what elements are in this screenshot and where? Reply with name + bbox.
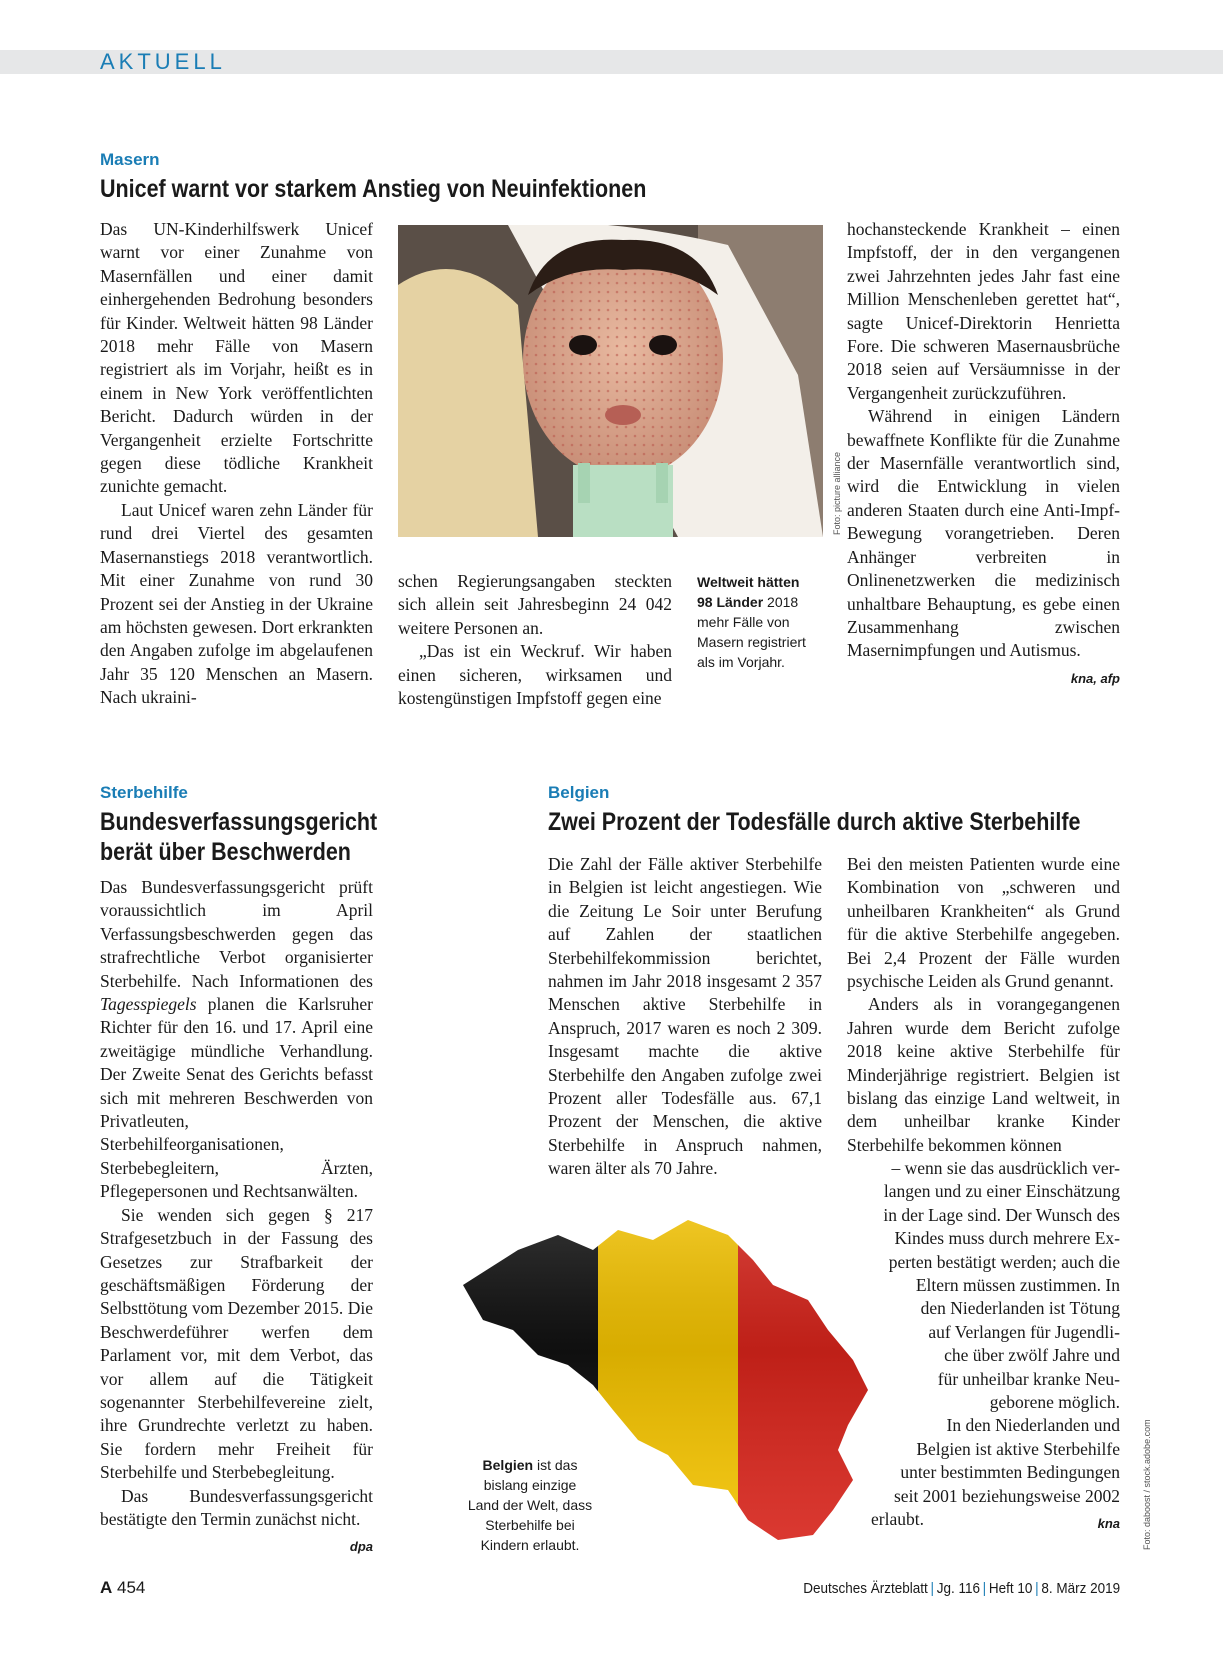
article3-column-1 (548, 853, 822, 1181)
article2-kicker: Sterbehilfe (100, 783, 188, 802)
photo-caption-bold: Weltweit hätten 98 Länder (697, 574, 800, 610)
article1-col2-p1: schen Regierungsangaben steckten sich allein seit Jahresbeginn 24 042 weitere Personen an. (398, 571, 672, 638)
article1-col1-p1: Das UN-Kinderhilfswerk Unicef warnt vor einer Zunahme von Masernfällen und einer damit einhergehenden Bedrohung besonders für Kinder. Weltweit hätten 98 Länder 2018 mehr Fälle von Masern registriert als im Vorjahr, heißt es in einem in New York veröffentlichten Bericht. Dadurch würden in der Vergangenheit erzielte Fortschritte gegen diese tödliche Krankheit zunichte gemacht. (100, 219, 373, 497)
article1-column-1 (100, 218, 373, 710)
article3-column-2 (847, 853, 1120, 1157)
article2-headline-line2: berät über Beschwerden (100, 838, 351, 866)
section-label: AKTUELL (100, 49, 226, 74)
article2-p2: Sie wenden sich gegen § 217 Strafgesetzbuch in der Fassung des Gesetzes zur Strafbarkeit der geschäftsmäßigen Förderung der Selbsttötung vom Dezember 2015. Die Beschwerdeführer werfen dem Parlament vor, mit dem Verbot, das vor allem auf die Tätigkeit sogenannter Sterbehilfevereine zielt, ihre Grundrechte verletzt zu haben. Sie fordern mehr Freiheit für Sterbehilfe und Sterbebegleitung. (100, 1204, 373, 1483)
article3-col2-p1: Bei den meisten Patienten wurde eine Kombination von „schweren und unheilbaren Krankheiten“ als Grund für die aktive Sterbehilfe angegeben. Bei 2,4 Prozent der Fälle wurden psychische Leiden als Grund genannt. (847, 854, 1120, 992)
map-caption-bold: Belgien (482, 1457, 534, 1473)
map-caption: Belgien ist das bislang einzige Land der Welt, dass Sterbehilfe bei Kindern erlaubt. (467, 1457, 593, 1553)
article2-p1: Das Bundesverfassungsgericht prüft voraussichtlich im April Verfassungsbeschwerden gegen das strafrechtliche Verbot organisierter Sterbehilfe. Nach Informationen des Tagesspiegels planen die Karlsruher Richter für den 16. und 17. April eine zweitägige mündliche Verhandlung. Der Zweite Senat des Gerichts befasst sich mit mehreren Beschwerden von Privatleuten, Sterbehilfeorganisationen, Sterbebegleitern, Ärzten, Pflegepersonen und Rechtsanwälten. (100, 877, 373, 1202)
article3-kicker: Belgien (548, 783, 610, 802)
article2-source: dpa (349, 1539, 373, 1555)
article1-kicker: Masern (100, 150, 160, 169)
article2-headline-line1: Bundesverfassungsgericht (100, 808, 378, 836)
map-credit: Foto: daboost / stock.adobe.com (1142, 1419, 1152, 1550)
article2-column (100, 876, 373, 1559)
article1-headline: Unicef warnt vor starkem Anstieg von Neuinfektionen (100, 175, 647, 203)
article2-p3: Das Bundesverfassungsgericht bestätigte den Termin zunächst nicht. dpa (100, 1485, 373, 1532)
article1-source: kna, afp (1070, 670, 1120, 686)
baby-measles-photo (398, 225, 823, 537)
article3-wrap-text: – wenn sie das ausdrücklich ver- langen und zu einer Einschätzung in der Lage sind. Der Wunsch des Kindes muss durch mehrere Ex- perten bestätigt werden; auch die Eltern müssen zustimmen. In den Niederlanden ist Tötung auf Verlangen für Jugendli- che über zwölf Jahre und für unheilbar kranke Neu- geborene möglich. In den Niederlanden und Belgien ist aktive Sterbehilfe unter bestimmten Bedingungen seit 2001 beziehungsweise 2002 erlaubt. kna (847, 1157, 1120, 1536)
journal-footer: Deutsches Ärzteblatt | Jg. 116 | Heft 10 | 8. März 2019 (803, 1580, 1120, 1597)
article3-col1-p1: Die Zahl der Fälle aktiver Sterbehilfe in Belgien ist leicht angestiegen. Wie die Zeitung Le Soir unter Berufung auf Zahlen der staatlichen Sterbehilfekommission berichtet, nahmen im Jahr 2018 insgesamt 2 357 Menschen aktive Sterbehilfe in Anspruch, 2017 waren es noch 2 309. Insgesamt machte die aktive Sterbehilfe den Angaben zufolge zwei Prozent aller Todesfälle aus. 67,1 Prozent der Menschen, die aktive Sterbehilfe in Anspruch nahmen, waren älter als 70 Jahre. (548, 854, 822, 1179)
photo-illustration (398, 225, 823, 537)
article1-column-3 (847, 218, 1120, 690)
article1-col3-p2: Während in einigen Ländern bewaffnete Konflikte für die Zunahme der Masernfälle verantwortlich sind, wird die Entwicklung in vielen anderen Staaten durch eine Anti-Impf-Bewegung vorangetrieben. Deren Anhänger verbreiten in Onlinenetzwerken die medizinisch unhaltbare Behauptung, es gebe einen Zusammenhang zwischen Masernimpfungen und Autismus. kna, afp (847, 405, 1120, 662)
photo-credit: Foto: picture alliance (832, 451, 842, 535)
article3-source: kna (1097, 1516, 1120, 1532)
article1-col2-p2: „Das ist ein Weckruf. Wir haben einen sicheren, wirksamen und kostengünstigen Impfstoff gegen eine (398, 641, 672, 709)
page-number: A 454 (100, 1578, 146, 1597)
photo-caption-text: 2018 mehr Fälle von Masern registriert als im Vorjahr. (697, 594, 806, 670)
photo-caption (697, 572, 817, 672)
article3-headline: Zwei Prozent der Todesfälle durch aktive Sterbehilfe (548, 808, 1081, 836)
article1-column-2 (398, 570, 672, 710)
article3-col2-p2: Anders als in vorangegangenen Jahren wurde dem Bericht zufolge 2018 keine aktive Sterbehilfe für Minderjährige registriert. Belgien ist bislang das einzige Land weltweit, in dem unheilbar kranke Kinder Sterbehilfe bekommen können (847, 994, 1120, 1155)
article1-col3-p1: hochansteckende Krankheit – einen Impfstoff, der in den vergangenen zwei Jahrzehnten jedes Jahr fast eine Million Menschenleben gerettet hat“, sagte Unicef-Direktorin Henrietta Fore. Die schweren Masernausbrüche 2018 seien auf Versäumnisse in der Vergangenheit zurückzuführen. (847, 219, 1120, 403)
article1-col1-p2: Laut Unicef waren zehn Länder für rund drei Viertel des gesamten Masernanstiegs 2018 verantwortlich. Mit einer Zunahme von rund 30 Prozent sei der Anstieg in der Ukraine am höchsten gewesen. Dort erkrankten den Angaben zufolge im abgelaufenen Jahr 35 120 Menschen an Masern. Nach ukraini- (100, 499, 373, 708)
